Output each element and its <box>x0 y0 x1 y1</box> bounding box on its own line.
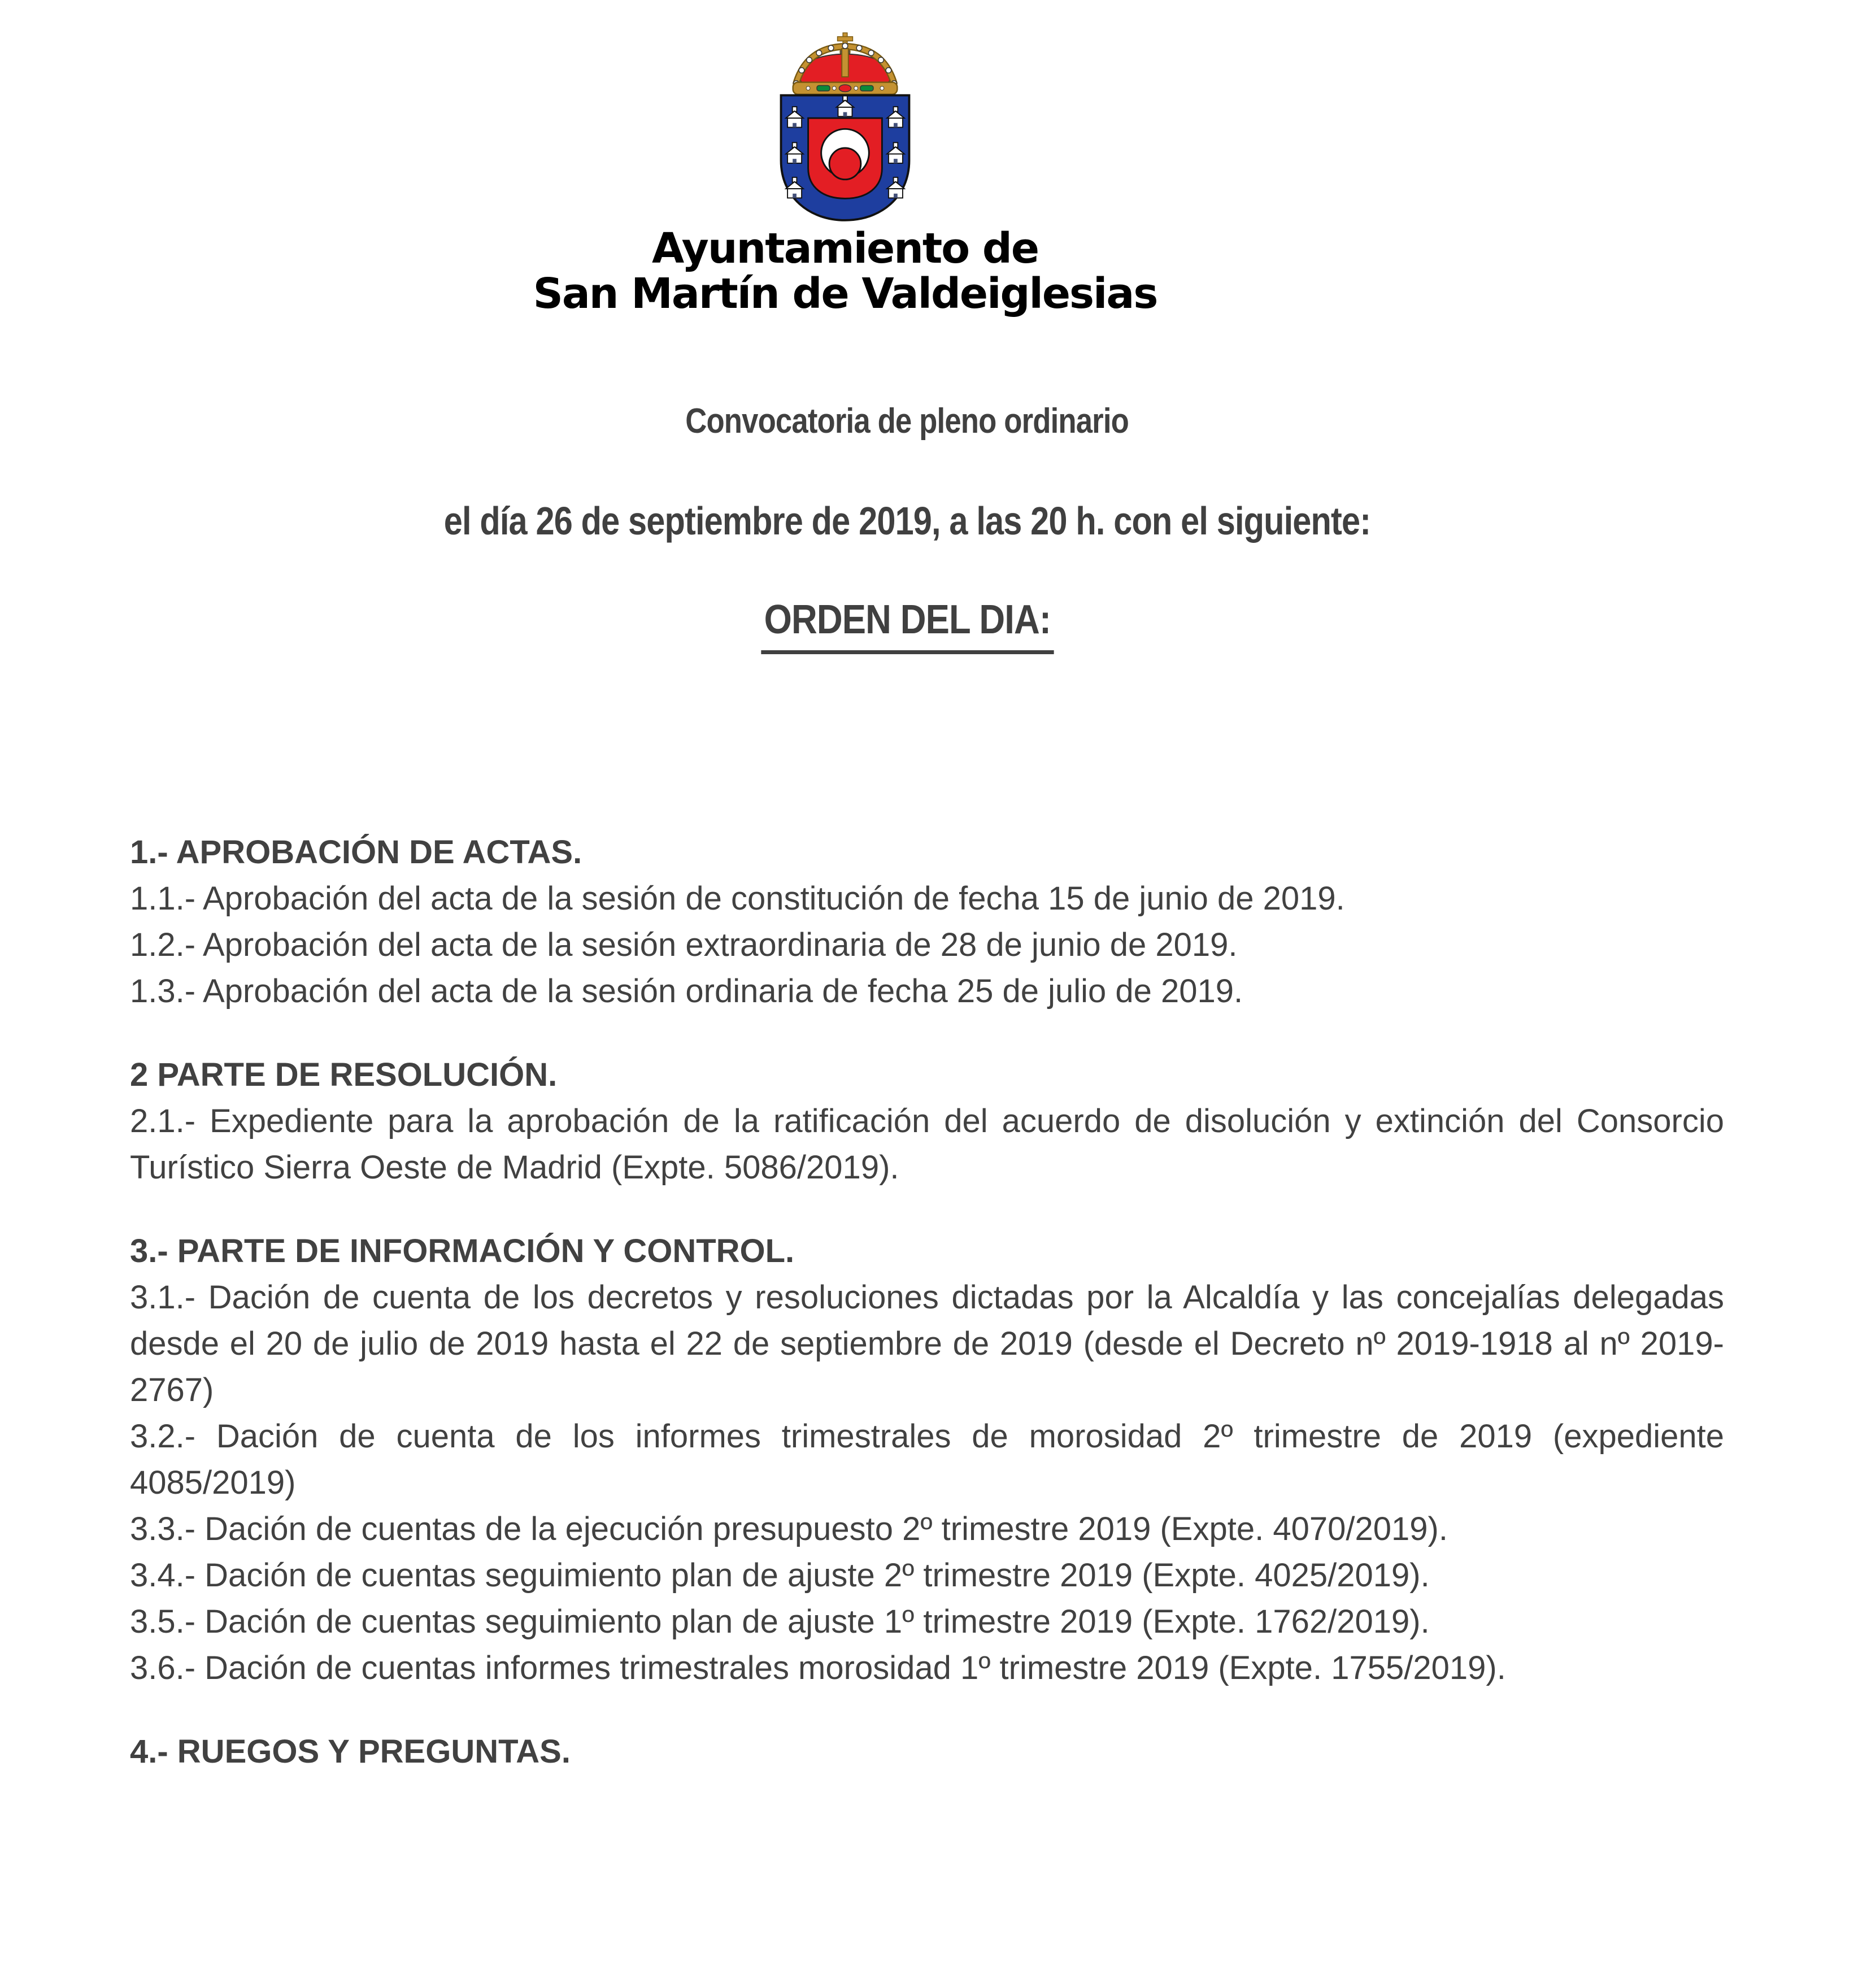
agenda-section <box>130 1729 1724 1775</box>
agenda-section <box>130 1052 1724 1191</box>
agenda-section-heading: 4.- RUEGOS Y PREGUNTAS. <box>130 1733 571 1770</box>
royal-crown <box>793 33 898 103</box>
agenda-item: 1.3.- Aprobación del acta de la sesión ordinaria de fecha 25 de julio de 2019. <box>130 973 1243 1010</box>
agenda-item: 3.2.- Dación de cuenta de los informes trimestrales de morosidad 2º trimestre de 2019 (expediente 4085/2019) <box>130 1418 1724 1501</box>
session-date-line: el día 26 de septiembre de 2019, a las 20 h. con el siguiente: <box>443 499 1371 543</box>
agenda-item: 3.1.- Dación de cuenta de los decretos y resoluciones dictadas por la Alcaldía y las concejalías delegadas desde el 20 de julio de 2019 hasta el 22 de septiembre de 2019 (desde el Decreto nº 2019-1918 al nº 2019-2767) <box>130 1279 1724 1408</box>
agenda-title: ORDEN DEL DIA: <box>0 597 1834 654</box>
coat-of-arms-icon <box>774 31 916 221</box>
agenda-item: 1.1.- Aprobación del acta de la sesión de constitución de fecha 15 de junio de 2019. <box>130 880 1345 917</box>
agenda <box>130 829 1724 1775</box>
agenda-section <box>130 1228 1724 1691</box>
municipality-logo <box>0 0 1772 316</box>
agenda-section-heading: 2 PARTE DE RESOLUCIÓN. <box>130 1056 558 1093</box>
agenda-item: 3.4.- Dación de cuentas seguimiento plan de ajuste 2º trimestre 2019 (Expte. 4025/2019). <box>130 1557 1430 1594</box>
agenda-section-heading: 3.- PARTE DE INFORMACIÓN Y CONTROL. <box>130 1233 795 1269</box>
org-name-line2: San Martín de Valdeiglesias <box>533 269 1157 318</box>
agenda-item: 1.2.- Aprobación del acta de la sesión extraordinaria de 28 de junio de 2019. <box>130 926 1238 963</box>
agenda-item: 3.5.- Dación de cuentas seguimiento plan de ajuste 1º trimestre 2019 (Expte. 1762/2019). <box>130 1603 1430 1640</box>
agenda-item: 2.1.- Expediente para la aprobación de la ratificación del acuerdo de disolución y extinción del Consorcio Turístico Sierra Oeste de Madrid (Expte. 5086/2019). <box>130 1103 1724 1186</box>
shield <box>781 95 909 220</box>
agenda-item: 3.3.- Dación de cuentas de la ejecución presupuesto 2º trimestre 2019 (Expte. 4070/2019). <box>130 1511 1448 1547</box>
agenda-section <box>130 829 1724 1015</box>
agenda-section-heading: 1.- APROBACIÓN DE ACTAS. <box>130 834 582 871</box>
agenda-item: 3.6.- Dación de cuentas informes trimestrales morosidad 1º trimestre 2019 (Expte. 1755/2019). <box>130 1650 1506 1686</box>
org-name-line1: Ayuntamiento de <box>651 224 1039 273</box>
document-subtitle: Convocatoria de pleno ordinario <box>685 402 1129 441</box>
